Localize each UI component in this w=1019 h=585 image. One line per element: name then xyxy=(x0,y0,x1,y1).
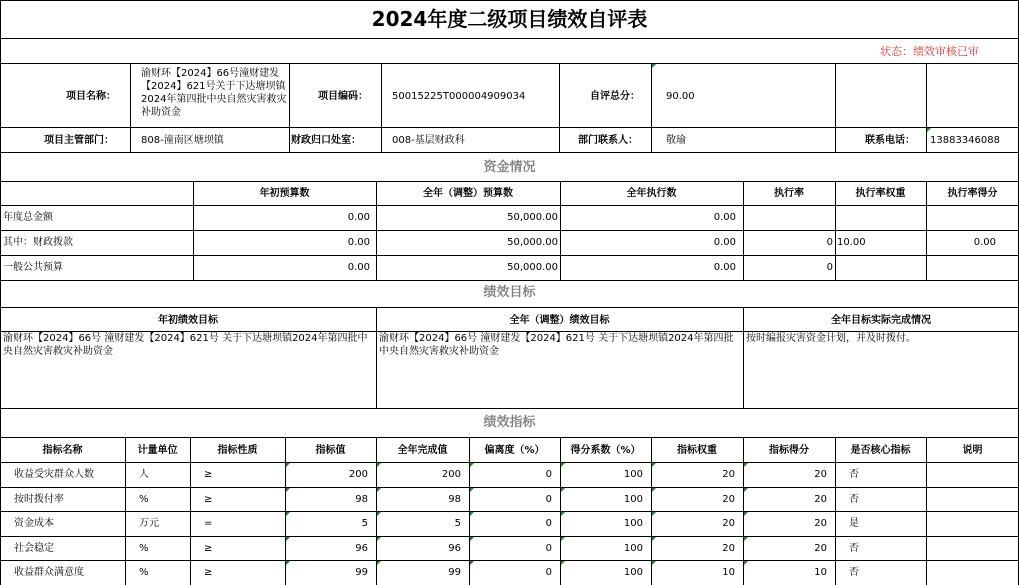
funds-header-weight: 执行率权重 xyxy=(855,188,906,199)
goals-header-actual: 全年目标实际完成情况 xyxy=(831,315,931,326)
indicator-cell: 99 xyxy=(448,567,461,578)
funds-header-initial: 年初预算数 xyxy=(259,188,310,199)
page-title: 2024年度二级项目绩效自评表 xyxy=(371,7,648,31)
dept-value: 808-潼南区塘坝镇 xyxy=(141,135,224,146)
indicator-cell: % xyxy=(139,494,149,505)
fund-row-executed: 0.00 xyxy=(713,237,736,248)
indicator-name: 按时拨付率 xyxy=(14,494,64,505)
finance-label: 财政归口处室： xyxy=(291,135,361,146)
project-name-value: 渝财环【2024】66号潼财建发【2024】621号关于下达塘坝镇2024年第四批中央自然灾害救灾补助资金 xyxy=(141,68,287,118)
goals-header-initial: 年初绩效目标 xyxy=(158,315,218,326)
indicator-name: 资金成本 xyxy=(14,518,54,529)
project-code-label: 项目编码： xyxy=(318,91,368,102)
indicator-cell: 0 xyxy=(545,469,552,480)
fund-row-weight: 10.00 xyxy=(837,237,866,248)
indicator-header: 计量单位 xyxy=(137,445,178,456)
indicator-cell: 100 xyxy=(623,469,643,480)
status-label: 状态： xyxy=(880,45,913,58)
phone-label: 联系电话： xyxy=(865,135,915,146)
indicator-header: 偏离度（%） xyxy=(484,445,545,456)
indicator-cell: 否 xyxy=(849,469,859,480)
fund-row-rate: 0 xyxy=(826,237,833,248)
indicator-cell: 0 xyxy=(545,567,552,578)
funds-section-title: 资金情况 xyxy=(483,160,536,175)
fund-row-adjusted: 50,000.00 xyxy=(507,262,558,273)
status-text xyxy=(880,45,1010,59)
fund-row-label: 年度总金额 xyxy=(3,212,53,223)
finance-value: 008-基层财政科 xyxy=(392,135,465,146)
indicator-cell: 20 xyxy=(814,494,827,505)
goals-section-title: 绩效目标 xyxy=(483,285,536,300)
indicator-cell: 5 xyxy=(454,518,461,529)
indicator-cell: 否 xyxy=(849,543,859,554)
indicators-section-title: 绩效指标 xyxy=(483,415,536,430)
funds-header-adjusted: 全年（调整）预算数 xyxy=(423,188,513,199)
indicator-cell: 20 xyxy=(722,494,735,505)
indicator-name: 收益群众满意度 xyxy=(14,567,84,578)
indicator-name: 收益受灾群众人数 xyxy=(14,469,94,480)
indicator-name: 社会稳定 xyxy=(14,543,54,554)
indicator-header: 指标性质 xyxy=(217,445,258,456)
contact-label: 部门联系人： xyxy=(578,135,638,146)
indicator-cell: 10 xyxy=(722,567,735,578)
fund-row-label: 其中：财政拨款 xyxy=(3,237,73,248)
indicator-cell: % xyxy=(139,543,149,554)
fund-row-label: 一般公共预算 xyxy=(3,262,63,273)
indicator-cell: ≥ xyxy=(204,494,213,505)
funds-header-rate: 执行率 xyxy=(774,188,804,199)
indicator-cell: 96 xyxy=(355,543,368,554)
indicator-cell: 20 xyxy=(722,469,735,480)
project-name-label: 项目名称： xyxy=(66,91,116,102)
indicator-cell: 98 xyxy=(448,494,461,505)
indicator-header: 全年完成值 xyxy=(397,445,448,456)
indicator-header: 是否核心指标 xyxy=(850,445,911,456)
fund-row-initial: 0.00 xyxy=(347,212,370,223)
contact-value: 敬瑜 xyxy=(666,135,686,146)
indicator-header: 说明 xyxy=(962,445,983,456)
indicator-cell: ≥ xyxy=(204,567,213,578)
indicator-cell: 20 xyxy=(722,543,735,554)
self-score-value: 90.00 xyxy=(666,91,695,102)
goals-initial-text: 渝财环【2024】66号 潼财建发【2024】621号 关于下达塘坝镇2024年第四批中央自然灾害救灾补助资金 xyxy=(3,333,368,357)
indicator-cell: 100 xyxy=(623,567,643,578)
indicator-cell: ≥ xyxy=(204,543,213,554)
indicator-cell: 否 xyxy=(849,494,859,505)
indicator-cell: 0 xyxy=(545,543,552,554)
indicator-cell: 200 xyxy=(348,469,368,480)
fund-row-executed: 0.00 xyxy=(713,262,736,273)
indicator-cell: 否 xyxy=(849,567,859,578)
indicator-cell: 5 xyxy=(361,518,368,529)
status-value: 绩效审核已审 xyxy=(913,45,979,58)
project-code-value: 50015225T000004909034 xyxy=(392,91,526,102)
goals-header-adjusted: 全年（调整）绩效目标 xyxy=(509,315,610,326)
indicator-cell: 100 xyxy=(623,494,643,505)
fund-row-rate: 0 xyxy=(826,262,833,273)
dept-label: 项目主管部门： xyxy=(44,135,114,146)
indicator-cell: % xyxy=(139,567,149,578)
indicator-cell: 200 xyxy=(441,469,461,480)
fund-row-adjusted: 50,000.00 xyxy=(507,237,558,248)
indicator-cell: 100 xyxy=(623,543,643,554)
indicator-cell: 96 xyxy=(448,543,461,554)
indicator-header: 指标权重 xyxy=(677,445,717,456)
indicator-header: 指标值 xyxy=(315,445,346,456)
goals-actual-text: 按时编报灾害资金计划，并及时拨付。 xyxy=(746,333,916,344)
self-score-label: 自评总分： xyxy=(590,91,640,102)
indicator-cell: 20 xyxy=(722,518,735,529)
indicator-cell: ≥ xyxy=(204,469,213,480)
fund-row-initial: 0.00 xyxy=(347,262,370,273)
indicator-cell: 100 xyxy=(623,518,643,529)
indicator-header: 指标得分 xyxy=(769,445,809,456)
fund-row-initial: 0.00 xyxy=(347,237,370,248)
phone-value: 13883346088 xyxy=(930,135,1000,146)
indicator-cell: 10 xyxy=(814,567,827,578)
indicator-cell: 万元 xyxy=(139,518,159,529)
indicator-cell: 是 xyxy=(849,518,859,529)
indicator-cell: 20 xyxy=(814,518,827,529)
indicator-cell: = xyxy=(204,518,213,529)
indicator-cell: 99 xyxy=(355,567,368,578)
indicator-cell: 人 xyxy=(139,469,149,480)
indicator-cell: 20 xyxy=(814,543,827,554)
fund-row-score: 0.00 xyxy=(973,237,996,248)
fund-row-executed: 0.00 xyxy=(713,212,736,223)
indicator-cell: 0 xyxy=(545,494,552,505)
fund-row-adjusted: 50,000.00 xyxy=(507,212,558,223)
indicator-cell: 20 xyxy=(814,469,827,480)
indicator-cell: 98 xyxy=(355,494,368,505)
goals-adjusted-text: 渝财环【2024】66号 潼财建发【2024】621号 关于下达塘坝镇2024年第四批中央自然灾害救灾补助资金 xyxy=(379,333,734,357)
funds-header-score: 执行率得分 xyxy=(947,188,998,199)
indicator-header: 得分系数（%） xyxy=(570,445,641,456)
funds-header-executed: 全年执行数 xyxy=(626,188,677,199)
indicator-cell: 0 xyxy=(545,518,552,529)
indicator-header: 指标名称 xyxy=(42,445,83,456)
